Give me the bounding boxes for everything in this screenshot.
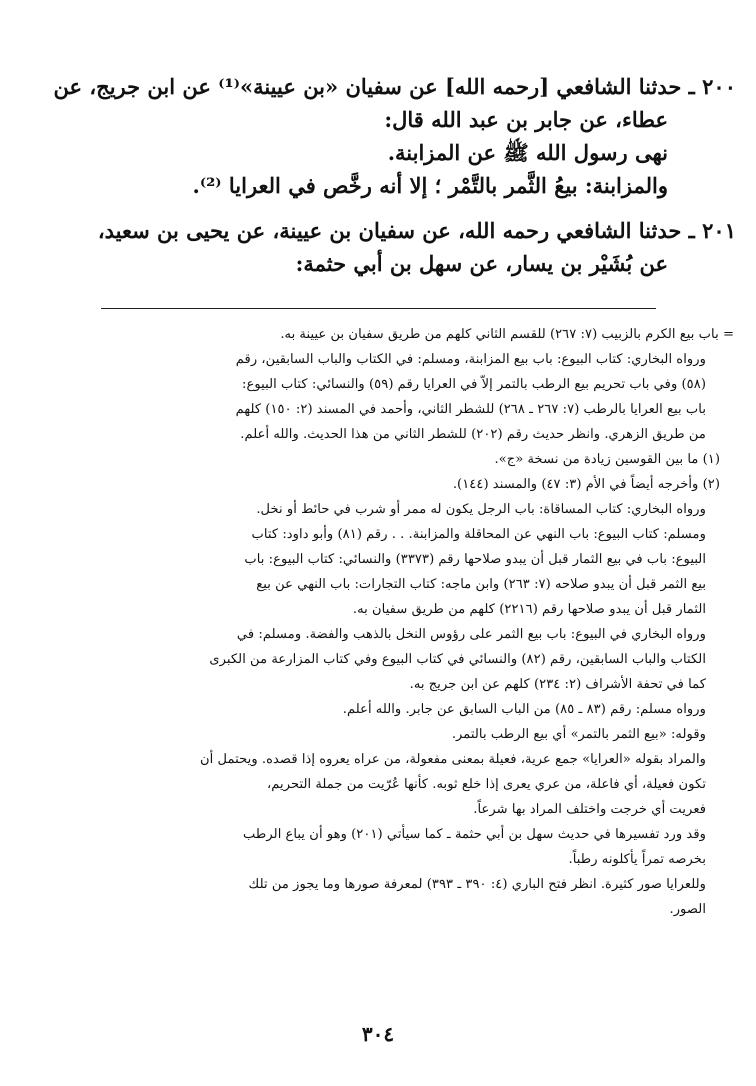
hadith-200-line-3: نهى رسول الله ﷺ عن المزابنة. xyxy=(387,140,668,165)
footnote-line: وقوله: «بيع الثمر بالتمر» أي بيع الرطب بالتمر. xyxy=(451,727,706,742)
footnote-line: ورواه البخاري: كتاب البيوع: باب بيع المزابنة، ومسلم: في الكتاب والباب السابقين، رقم xyxy=(235,352,706,367)
footnote-line: الصور. xyxy=(669,902,706,917)
footnote-2: (٢) وأخرجه أيضاً في الأم (٣: ٤٧) والمسند (١٤٤). xyxy=(452,477,720,492)
footnote-line: ورواه مسلم: رقم (٨٣ ـ ٨٥) من الباب السابق عن جابر. والله أعلم. xyxy=(342,702,706,717)
footnote-line: ورواه البخاري في البيوع: باب بيع الثمر على رؤوس النخل بالذهب والفضة. ومسلم: في xyxy=(236,627,706,642)
hadith-200-line-4: والمزابنة: بيعُ الثَّمر بالتَّمْر ؛ إلا أنه رخَّص في العرايا ⁽²⁾. xyxy=(192,173,668,198)
footnote-line: الثمار قبل أن يبدو صلاحها رقم (٢٢١٦) كلهم من طريق سفيان به. xyxy=(352,602,706,617)
main-text xyxy=(36,70,736,280)
footnote-line: وللعرايا صور كثيرة. انظر فتح الباري (٤: ٣٩٠ ـ ٣٩٣) لمعرفة صورها وما يجوز من تلك xyxy=(248,877,706,892)
footnotes xyxy=(24,322,734,922)
footnote-line: بيع الثمر قبل أن يبدو صلاحه (٧: ٢٦٣) وابن ماجه: كتاب التجارات: باب النهي عن بيع xyxy=(256,577,706,592)
footnote-separator xyxy=(101,308,656,309)
footnote-line: كما في تحفة الأشراف (٢: ٢٣٤) كلهم عن ابن جريج به. xyxy=(409,677,706,692)
footnote-line: وقد ورد تفسيرها في حديث سهل بن أبي حثمة ـ كما سيأتي (٢٠١) وهو أن يباع الرطب xyxy=(242,827,706,842)
footnote-line: ومسلم: كتاب البيوع: باب النهي عن المحاقلة والمزابنة. . . رقم (٨١) وأبو داود: كتاب xyxy=(251,527,706,542)
hadith-200-line-1: ٢٠٠ ـ حدثنا الشافعي [رحمه الله] عن سفيان «بن عيينة»⁽¹⁾ عن ابن جريج، عن xyxy=(53,74,736,99)
hadith-201-line-2: عن بُشَيْر بن يسار، عن سهل بن أبي حثمة: xyxy=(295,251,668,276)
footnote-line: الكتاب والباب السابقين، رقم (٨٢) والنسائي في كتاب البيوع وفي كتاب المزارعة من الكبرى xyxy=(209,652,706,667)
footnote-line: فعريت أي خرجت واختلف المراد بها شرعاً. xyxy=(473,802,706,817)
footnote-line: باب بيع العرايا بالرطب (٧: ٢٦٧ ـ ٢٦٨) للشطر الثاني، وأحمد في المسند (٢: ١٥٠) كلهم xyxy=(235,402,706,417)
footnote-line: من طريق الزهري. وانظر حديث رقم (٢٠٢) للشطر الثاني من هذا الحديث. والله أعلم. xyxy=(240,427,706,442)
footnote-line: والمراد بقوله «العرايا» جمع عرية، فعيلة بمعنى مفعولة، من عراه يعروه إذا قصده. ويحتمل أن xyxy=(200,752,706,767)
footnote-line: (٥٨) وفي باب تحريم بيع الرطب بالتمر إلاّ في العرايا رقم (٥٩) والنسائي: كتاب البيوع: xyxy=(242,377,706,392)
hadith-201-line-1: ٢٠١ ـ حدثنا الشافعي رحمه الله، عن سفيان بن عيينة، عن يحيى بن سعيد، xyxy=(97,218,736,243)
hadith-200-line-2: عطاء، عن جابر بن عبد الله قال: xyxy=(384,107,668,132)
page-number: ٣٠٤ xyxy=(361,1022,395,1046)
footnote-line: تكون فعيلة، أي فاعلة، من عري يعرى إذا خلع ثوبه. كأنها عُرّيت من جملة التحريم، xyxy=(267,777,706,792)
footnote-1: (١) ما بين القوسين زيادة من نسخة «ج». xyxy=(494,452,720,467)
footnote-line: البيوع: باب في بيع الثمار قبل أن يبدو صلاحها رقم (٣٣٧٣) والنسائي: كتاب البيوع: باب xyxy=(244,552,706,567)
footnote-line: ورواه البخاري: كتاب المساقاة: باب الرجل يكون له ممر أو شرب في حائط أو نخل. xyxy=(256,502,706,517)
footnote-line: = باب بيع الكرم بالزبيب (٧: ٢٦٧) للقسم الثاني كلهم من طريق سفيان بن عيينة به. xyxy=(280,327,734,342)
footnote-line: بخرصه تمراً يأكلونه رطباً. xyxy=(568,852,706,867)
